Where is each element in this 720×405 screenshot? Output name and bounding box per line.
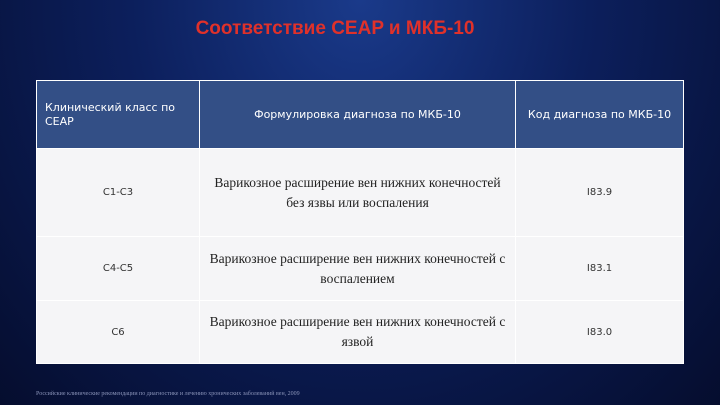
table-row bbox=[37, 301, 684, 364]
diagnosis-cell: Варикозное расширение вен нижних конечностей с язвой bbox=[200, 301, 516, 364]
table-row bbox=[37, 149, 684, 237]
ceap-icd10-table bbox=[36, 80, 684, 364]
source-footnote: Российские клинические рекомендации по диагностике и лечению хронических заболеваний вен, 2009 bbox=[36, 391, 300, 397]
slide-title: Соответствие CEAP и МКБ-10 bbox=[195, 18, 475, 39]
diagnosis-cell: Варикозное расширение вен нижних конечностей с воспалением bbox=[200, 237, 516, 301]
ceap-class-cell: C6 bbox=[37, 301, 200, 364]
table-header-row bbox=[37, 81, 684, 149]
header-ceap-class: Клинический класс по CEAP bbox=[37, 81, 200, 149]
ceap-class-cell: C4-C5 bbox=[37, 237, 200, 301]
diagnosis-cell: Варикозное расширение вен нижних конечностей без язвы или воспаления bbox=[200, 149, 516, 237]
icd10-code-cell: I83.1 bbox=[516, 237, 684, 301]
header-icd10-code: Код диагноза по МКБ-10 bbox=[516, 81, 684, 149]
icd10-code-cell: I83.0 bbox=[516, 301, 684, 364]
table-row bbox=[37, 237, 684, 301]
icd10-code-cell: I83.9 bbox=[516, 149, 684, 237]
header-icd10-diagnosis: Формулировка диагноза по МКБ-10 bbox=[200, 81, 516, 149]
ceap-class-cell: C1-C3 bbox=[37, 149, 200, 237]
